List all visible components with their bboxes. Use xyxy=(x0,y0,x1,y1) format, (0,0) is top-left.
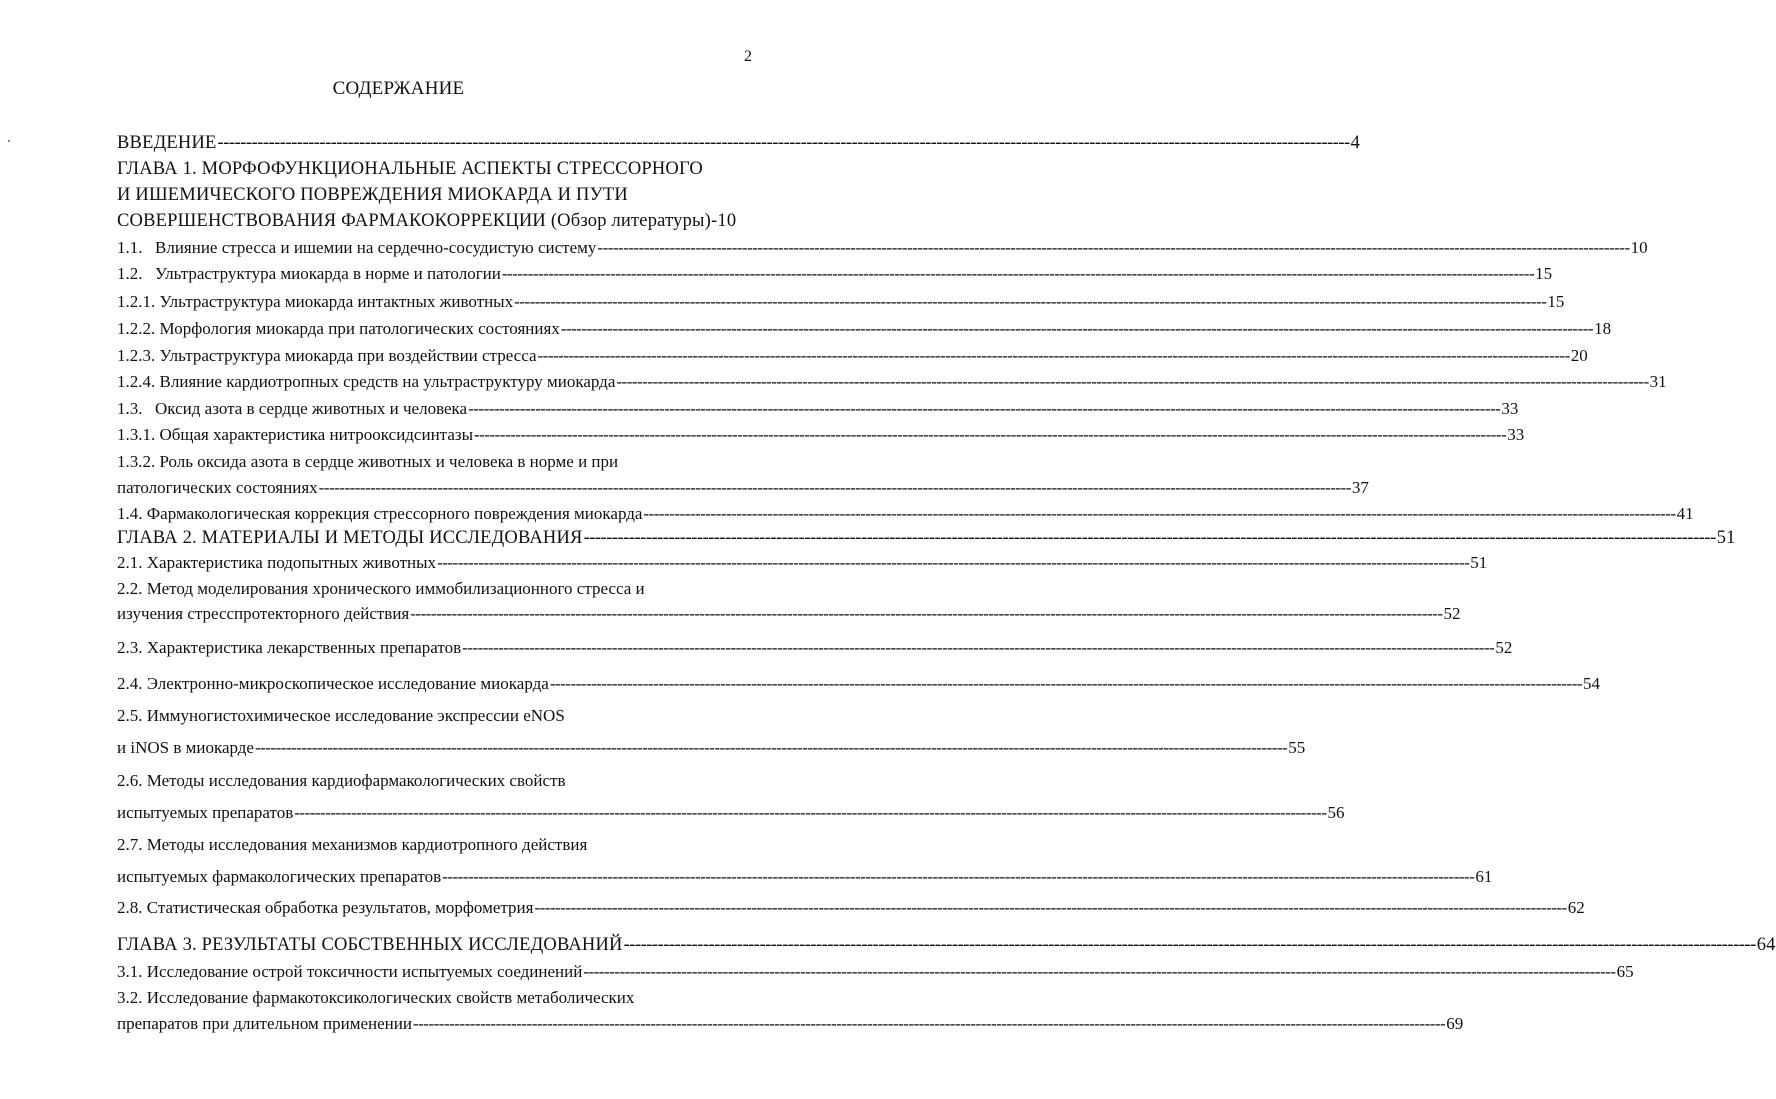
toc-leader: -------------------------------------------------------------------------------------------------------------------------------------------------------------------------------------------------------- xyxy=(643,504,1676,523)
toc-leader: -------------------------------------------------------------------------------------------------------------------------------------------------------------------------------------------------------- xyxy=(623,935,1756,955)
toc-entry xyxy=(117,895,1585,921)
toc-entry xyxy=(117,289,1565,315)
toc-page-number: 15 xyxy=(1535,264,1553,283)
toc-page-number: 15 xyxy=(1547,292,1565,311)
toc-entry xyxy=(117,671,1601,697)
page-number: 2 xyxy=(744,48,752,65)
toc-page-number: 56 xyxy=(1327,803,1345,822)
toc-entry-text: испытуемых препаратов xyxy=(117,803,294,822)
toc-entry-number: 1.3. xyxy=(117,399,143,418)
toc-page-number: 18 xyxy=(1594,319,1612,338)
toc-entry-number: 1.1. xyxy=(117,238,143,257)
toc-entry-text: 1.2.1. Ультраструктура миокарда интактных животных xyxy=(117,292,514,311)
toc-entry xyxy=(117,832,739,858)
toc-entry xyxy=(117,475,1369,501)
toc-entry xyxy=(117,449,739,475)
toc-entry xyxy=(117,525,1736,551)
toc-entry xyxy=(117,601,1461,627)
toc-entry xyxy=(117,735,1306,761)
toc-leader: -------------------------------------------------------------------------------------------------------------------------------------------------------------------------------------------------------- xyxy=(217,133,1350,153)
toc-entry xyxy=(117,576,739,602)
toc-page-number: 69 xyxy=(1446,1014,1464,1033)
toc-entry xyxy=(117,156,739,182)
toc-leader: -------------------------------------------------------------------------------------------------------------------------------------------------------------------------------------------------------- xyxy=(442,867,1475,886)
toc-page-number: 55 xyxy=(1288,738,1306,757)
toc-entry-text: ГЛАВА 1. МОРФОФУНКЦИОНАЛЬНЫЕ АСПЕКТЫ СТРЕССОРНОГО xyxy=(117,159,703,179)
toc-leader: -------------------------------------------------------------------------------------------------------------------------------------------------------------------------------------------------------- xyxy=(534,898,1567,917)
toc-entry-text: 2.2. Метод моделирования хронического иммобилизационного стресса и xyxy=(117,579,645,598)
toc-page-number: 65 xyxy=(1616,962,1634,981)
toc-entry-text: ГЛАВА 2. МАТЕРИАЛЫ И МЕТОДЫ ИССЛЕДОВАНИЯ xyxy=(117,528,583,548)
toc-page-number: 33 xyxy=(1507,425,1525,444)
toc-leader: -------------------------------------------------------------------------------------------------------------------------------------------------------------------------------------------------------- xyxy=(537,346,1570,365)
toc-entry xyxy=(117,182,739,208)
toc-entry-text: и iNOS в миокарде xyxy=(117,738,254,757)
toc-entry-text: 1.3. Оксид азота в сердце животных и человека xyxy=(117,396,467,422)
toc-leader: -------------------------------------------------------------------------------------------------------------------------------------------------------------------------------------------------------- xyxy=(501,264,1535,283)
toc-entry-text: 3.2. Исследование фармакотоксикологических свойств метаболических xyxy=(117,988,635,1007)
toc-leader: -------------------------------------------------------------------------------------------------------------------------------------------------------------------------------------------------------- xyxy=(616,372,1649,391)
toc-entry-text: 2.5. Иммуногистохимическое исследование экспрессии eNOS xyxy=(117,706,565,725)
toc-entry-text: 1.1. Влияние стресса и ишемии на сердечно-сосудистую систему xyxy=(117,235,596,261)
toc-entry xyxy=(117,501,1694,527)
toc-entry-text: 1.2.4. Влияние кардиотропных средств на ультраструктуру миокарда xyxy=(117,372,616,391)
toc-entry xyxy=(117,343,1588,369)
toc-page-number: 51 xyxy=(1716,528,1736,548)
toc-entry-text: 2.6. Методы исследования кардиофармакологических свойств xyxy=(117,771,566,790)
toc-entry-text: ВВЕДЕНИЕ xyxy=(117,133,217,153)
toc-entry xyxy=(117,1011,1464,1037)
toc-leader: -------------------------------------------------------------------------------------------------------------------------------------------------------------------------------------------------------- xyxy=(254,738,1288,757)
toc-leader: -------------------------------------------------------------------------------------------------------------------------------------------------------------------------------------------------------- xyxy=(549,674,1583,693)
toc-page-number: 33 xyxy=(1501,399,1519,418)
toc-entry xyxy=(117,261,1553,287)
toc-entry xyxy=(117,959,1634,985)
toc-page-number: 52 xyxy=(1443,604,1461,623)
toc-entry-text: 1.3.2. Роль оксида азота в сердце животных и человека в норме и при xyxy=(117,452,619,471)
toc-entry xyxy=(117,316,1612,342)
toc-page-number: 31 xyxy=(1649,372,1667,391)
toc-page-number: 64 xyxy=(1756,935,1776,955)
toc-entry xyxy=(117,703,739,729)
toc-entry-text: 3.1. Исследование острой токсичности испытуемых соединений xyxy=(117,962,583,981)
toc-entry-text: 1.2.2. Морфология миокарда при патологических состояниях xyxy=(117,319,560,338)
toc-page-number: 61 xyxy=(1475,867,1493,886)
toc-entry-text: 1.2. Ультраструктура миокарда в норме и патологии xyxy=(117,261,501,287)
toc-leader: -------------------------------------------------------------------------------------------------------------------------------------------------------------------------------------------------------- xyxy=(410,604,1443,623)
toc-entry-text: 1.2.3. Ультраструктура миокарда при воздействии стресса xyxy=(117,346,537,365)
toc-entry xyxy=(117,800,1345,826)
toc-entry-text: ГЛАВА 3. РЕЗУЛЬТАТЫ СОБСТВЕННЫХ ИССЛЕДОВАНИЙ xyxy=(117,935,623,955)
toc-leader: -------------------------------------------------------------------------------------------------------------------------------------------------------------------------------------------------------- xyxy=(468,399,1501,418)
toc-page-number: 41 xyxy=(1676,504,1694,523)
toc-entry-text: И ИШЕМИЧЕСКОГО ПОВРЕЖДЕНИЯ МИОКАРДА И ПУТИ xyxy=(117,185,628,205)
toc-leader: -------------------------------------------------------------------------------------------------------------------------------------------------------------------------------------------------------- xyxy=(514,292,1547,311)
toc-entry xyxy=(117,932,1776,958)
toc-leader: -------------------------------------------------------------------------------------------------------------------------------------------------------------------------------------------------------- xyxy=(583,962,1616,981)
toc-entry xyxy=(117,422,1525,448)
page-title: СОДЕРЖАНИЕ xyxy=(332,78,465,99)
toc-page-number: 62 xyxy=(1567,898,1585,917)
toc-leader: -------------------------------------------------------------------------------------------------------------------------------------------------------------------------------------------------------- xyxy=(560,319,1594,338)
toc-entry xyxy=(117,396,1519,422)
toc-entry xyxy=(117,550,1488,576)
toc-page-number: 51 xyxy=(1470,553,1488,572)
toc-entry xyxy=(117,130,1361,156)
toc-entry-text: 2.3. Характеристика лекарственных препаратов xyxy=(117,638,462,657)
toc-page-number: 4 xyxy=(1350,133,1361,153)
toc-entry-text: 1.3.1. Общая характеристика нитрооксидсинтазы xyxy=(117,425,473,444)
toc-entry-text: 2.8. Статистическая обработка результатов, морфометрия xyxy=(117,898,534,917)
toc-leader: -------------------------------------------------------------------------------------------------------------------------------------------------------------------------------------------------------- xyxy=(462,638,1495,657)
toc-entry-text: испытуемых фармакологических препаратов xyxy=(117,867,442,886)
toc-entry-text: 2.7. Методы исследования механизмов кардиотропного действия xyxy=(117,835,588,854)
toc-entry xyxy=(117,235,1648,261)
toc-entry-number: 1.2. xyxy=(117,264,143,283)
toc-entry xyxy=(117,985,739,1011)
scan-speck xyxy=(8,140,10,142)
toc-entry-text: СОВЕРШЕНСТВОВАНИЯ ФАРМАКОКОРРЕКЦИИ (Обзор литературы)-10 xyxy=(117,211,737,231)
toc-entry-text: 2.1. Характеристика подопытных животных xyxy=(117,553,437,572)
toc-leader: -------------------------------------------------------------------------------------------------------------------------------------------------------------------------------------------------------- xyxy=(412,1014,1446,1033)
toc-entry-text: изучения стресспротекторного действия xyxy=(117,604,410,623)
toc-entry-text: препаратов при длительном применении xyxy=(117,1014,412,1033)
toc-entry xyxy=(117,768,739,794)
toc-page-number: 20 xyxy=(1570,346,1588,365)
toc-entry xyxy=(117,208,739,234)
toc-entry-text: 2.4. Электронно-микроскопическое исследование миокарда xyxy=(117,674,549,693)
toc-entry-text: 1.4. Фармакологическая коррекция стрессорного повреждения миокарда xyxy=(117,504,643,523)
toc-entry xyxy=(117,864,1493,890)
toc-entry-text: патологических состояниях xyxy=(117,478,318,497)
toc-leader: -------------------------------------------------------------------------------------------------------------------------------------------------------------------------------------------------------- xyxy=(437,553,1470,572)
toc-page-number: 52 xyxy=(1495,638,1513,657)
toc-entry xyxy=(117,369,1667,395)
toc-leader: -------------------------------------------------------------------------------------------------------------------------------------------------------------------------------------------------------- xyxy=(318,478,1351,497)
toc-leader: -------------------------------------------------------------------------------------------------------------------------------------------------------------------------------------------------------- xyxy=(597,238,1630,257)
toc-leader: -------------------------------------------------------------------------------------------------------------------------------------------------------------------------------------------------------- xyxy=(583,528,1716,548)
toc-entry xyxy=(117,635,1513,661)
toc-page-number: 37 xyxy=(1351,478,1369,497)
toc-page-number: 10 xyxy=(1630,238,1648,257)
toc-page-number: 54 xyxy=(1583,674,1601,693)
toc-leader: -------------------------------------------------------------------------------------------------------------------------------------------------------------------------------------------------------- xyxy=(294,803,1327,822)
toc-leader: -------------------------------------------------------------------------------------------------------------------------------------------------------------------------------------------------------- xyxy=(474,425,1507,444)
